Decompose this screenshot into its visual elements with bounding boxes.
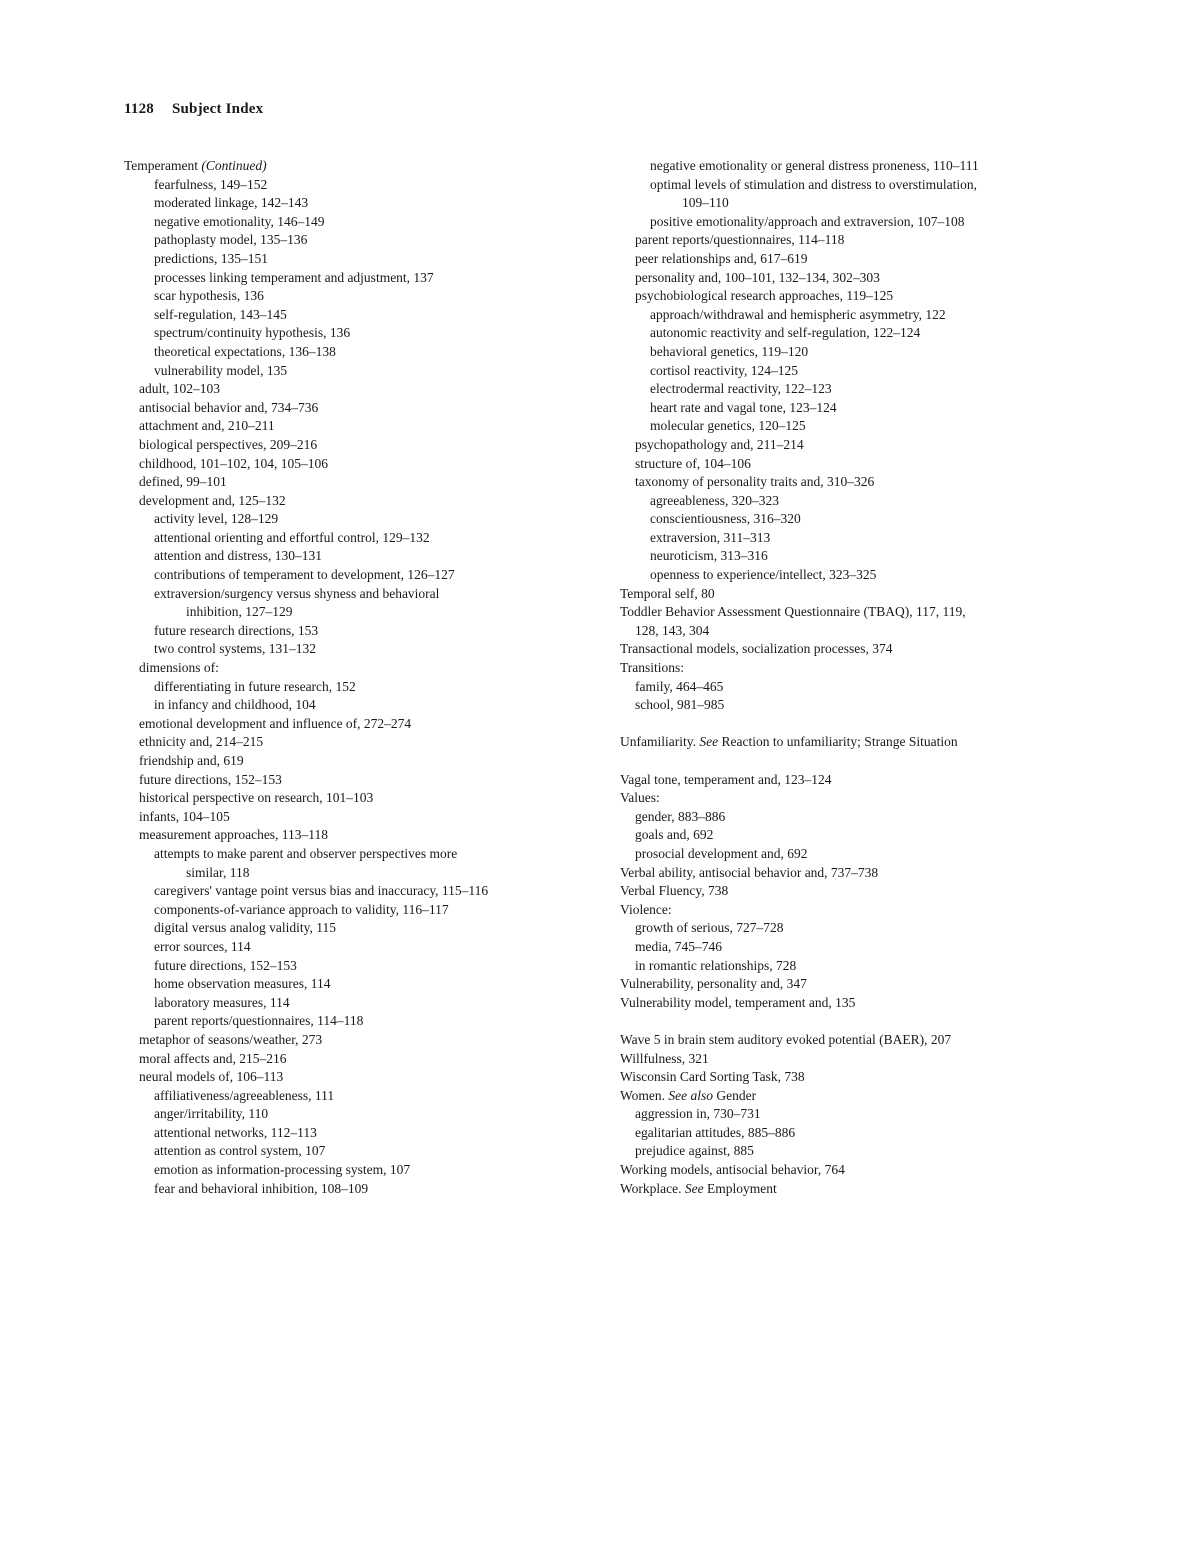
index-main-entry: Wave 5 in brain stem auditory evoked potential (BAER), 207 [620,1031,952,1047]
cross-reference-label: (Continued) [201,158,267,173]
index-subentry: scar hypothesis, 136 [154,288,264,304]
index-subentry: heart rate and vagal tone, 123–124 [650,399,837,415]
index-subentry: agreeableness, 320–323 [650,492,779,508]
index-subentry: attentional networks, 112–113 [154,1124,317,1140]
index-subentry: pathoplasty model, 135–136 [154,232,308,248]
index-subentry: metaphor of seasons/weather, 273 [139,1031,323,1047]
index-subentry: optimal levels of stimulation and distress to overstimulation, [650,176,977,192]
index-main-entry [620,733,1090,752]
entry-text: Unfamiliarity. [620,734,700,750]
index-subentry: extraversion/surgency versus shyness and behavioral [154,585,440,601]
index-subentry: structure of, 104–106 [635,455,751,471]
index-subentry: attempts to make parent and observer perspectives more [154,845,458,861]
index-subentry: spectrum/continuity hypothesis, 136 [154,325,351,341]
index-subentry: digital versus analog validity, 115 [154,920,336,936]
index-subentry: anger/irritability, 110 [154,1106,269,1122]
index-subentry: positive emotionality/approach and extraversion, 107–108 [650,213,965,229]
index-subentry: theoretical expectations, 136–138 [154,343,336,359]
index-subentry: prejudice against, 885 [635,1143,754,1159]
index-subentry: negative emotionality or general distress proneness, 110–111 [650,158,979,173]
index-main-entry: Violence: [620,901,672,917]
index-main-entry: Willfulness, 321 [620,1050,709,1066]
index-subentry: conscientiousness, 316–320 [650,511,801,527]
index-subentry: home observation measures, 114 [154,976,331,992]
index-subentry: family, 464–465 [635,678,724,694]
entry-text: Employment [703,1180,777,1196]
index-subentry: childhood, 101–102, 104, 105–106 [139,455,328,471]
index-spacer [620,752,1090,771]
entry-text: Gender [713,1087,757,1103]
index-subentry: parent reports/questionnaires, 114–118 [154,1013,364,1029]
page-header [124,101,263,118]
index-subentry: taxonomy of personality traits and, 310–326 [635,474,875,490]
index-subentry: 109–110 [682,195,729,211]
index-main-entry [620,1180,1090,1199]
index-subentry: school, 981–985 [635,697,725,713]
index-subentry: historical perspective on research, 101–103 [139,790,374,806]
index-subentry: antisocial behavior and, 734–736 [139,399,319,415]
index-main-entry: Vulnerability model, temperament and, 135 [620,994,856,1010]
entry-text: Temperament [124,158,202,173]
index-subentry: future directions, 152–153 [139,771,282,787]
index-subentry: predictions, 135–151 [154,250,268,266]
index-main-entry: Verbal ability, antisocial behavior and, 737–738 [620,864,879,880]
index-subentry: affiliativeness/agreeableness, 111 [154,1087,335,1103]
index-subentry: attention as control system, 107 [154,1143,326,1159]
index-main-entry: Temporal self, 80 [620,585,715,601]
index-subentry: moderated linkage, 142–143 [154,195,309,211]
index-main-entry: Toddler Behavior Assessment Questionnaire (TBAQ), 117, 119, [620,604,966,620]
index-subentry: openness to experience/intellect, 323–325 [650,567,877,583]
index-main-entry [124,157,594,176]
index-subentry: goals and, 692 [635,827,714,843]
index-subentry: emotional development and influence of, 272–274 [139,715,412,731]
index-subentry: attention and distress, 130–131 [154,548,322,564]
index-subentry: error sources, 114 [154,938,251,954]
index-main-entry: Values: [620,790,660,806]
index-main-entry: Working models, antisocial behavior, 764 [620,1162,845,1178]
index-subentry: contributions of temperament to development, 126–127 [154,567,455,583]
index-subentry: attachment and, 210–211 [139,418,275,434]
index-subentry: personality and, 100–101, 132–134, 302–303 [635,269,880,285]
page-number: 1128 [124,101,154,117]
index-subentry: cortisol reactivity, 124–125 [650,362,798,378]
index-main-entry: Verbal Fluency, 738 [620,883,729,899]
cross-reference-label: See also [668,1087,714,1103]
index-main-entry: Transactional models, socialization processes, 374 [620,641,893,657]
index-subentry: ethnicity and, 214–215 [139,734,264,750]
entry-text: Women. [620,1087,669,1103]
index-column-right [620,157,1090,1198]
index-subentry: future directions, 152–153 [154,957,297,973]
index-subentry: caregivers' vantage point versus bias and inaccuracy, 115–116 [154,883,489,899]
index-subentry: measurement approaches, 113–118 [139,827,329,843]
index-subentry: emotion as information-processing system, 107 [154,1162,411,1178]
entry-text: Reaction to unfamiliarity; Strange Situation [718,734,958,750]
index-subentry: self-regulation, 143–145 [154,306,287,322]
index-subentry: processes linking temperament and adjustment, 137 [154,269,434,285]
index-subentry: infants, 104–105 [139,808,230,824]
entry-text: Workplace. [620,1180,685,1196]
index-subentry: extraversion, 311–313 [650,529,771,545]
index-subentry: inhibition, 127–129 [186,604,293,620]
cross-reference-label: See [684,1180,704,1196]
index-subentry: electrodermal reactivity, 122–123 [650,381,832,397]
index-main-entry: Wisconsin Card Sorting Task, 738 [620,1069,805,1085]
index-subentry: behavioral genetics, 119–120 [650,343,809,359]
index-subentry: fear and behavioral inhibition, 108–109 [154,1180,369,1196]
index-subentry: friendship and, 619 [139,753,244,768]
index-subentry: attentional orienting and effortful control, 129–132 [154,529,430,545]
index-subentry: fearfulness, 149–152 [154,176,268,192]
index-subentry: in infancy and childhood, 104 [154,697,316,713]
index-main-entry [620,1087,1090,1106]
index-subentry: parent reports/questionnaires, 114–118 [635,232,845,248]
index-subentry: peer relationships and, 617–619 [635,250,808,266]
index-subentry: components-of-variance approach to validity, 116–117 [154,901,449,917]
index-subentry: vulnerability model, 135 [154,362,288,378]
index-subentry: neural models of, 106–113 [139,1069,284,1085]
index-subentry: 128, 143, 304 [635,622,710,638]
index-subentry: prosocial development and, 692 [635,845,808,861]
index-subentry: adult, 102–103 [139,381,220,397]
index-subentry: aggression in, 730–731 [635,1106,761,1122]
index-subentry: egalitarian attitudes, 885–886 [635,1124,796,1140]
index-subentry: approach/withdrawal and hemispheric asymmetry, 122 [650,306,946,322]
cross-reference-label: See [699,734,719,750]
index-subentry: activity level, 128–129 [154,511,279,527]
index-subentry: neuroticism, 313–316 [650,548,768,564]
index-subentry: dimensions of: [139,660,219,676]
index-subentry: biological perspectives, 209–216 [139,436,318,452]
index-subentry: development and, 125–132 [139,492,286,508]
index-main-entry: Transitions: [620,660,685,676]
index-column-left [124,157,594,1198]
index-subentry: growth of serious, 727–728 [635,920,784,936]
index-subentry: two control systems, 131–132 [154,641,316,657]
index-subentry: defined, 99–101 [139,474,227,490]
index-subentry: differentiating in future research, 152 [154,678,356,694]
running-title: Subject Index [171,101,264,117]
index-subentry: molecular genetics, 120–125 [650,418,806,434]
index-subentry: in romantic relationships, 728 [635,957,797,973]
index-subentry: negative emotionality, 146–149 [154,213,325,229]
index-subentry: moral affects and, 215–216 [139,1050,287,1066]
index-main-entry: Vagal tone, temperament and, 123–124 [620,771,832,787]
index-subentry: future research directions, 153 [154,622,319,638]
index-subentry: psychopathology and, 211–214 [635,436,804,452]
index-main-entry: Vulnerability, personality and, 347 [620,976,807,992]
index-spacer [620,1012,1090,1031]
index-subentry: autonomic reactivity and self-regulation, 122–124 [650,325,921,341]
index-subentry: gender, 883–886 [635,808,726,824]
index-subentry: similar, 118 [186,864,250,880]
index-spacer [620,715,1090,734]
index-subentry: laboratory measures, 114 [154,994,290,1010]
index-subentry: media, 745–746 [635,938,722,954]
index-subentry: psychobiological research approaches, 119–125 [635,288,894,304]
